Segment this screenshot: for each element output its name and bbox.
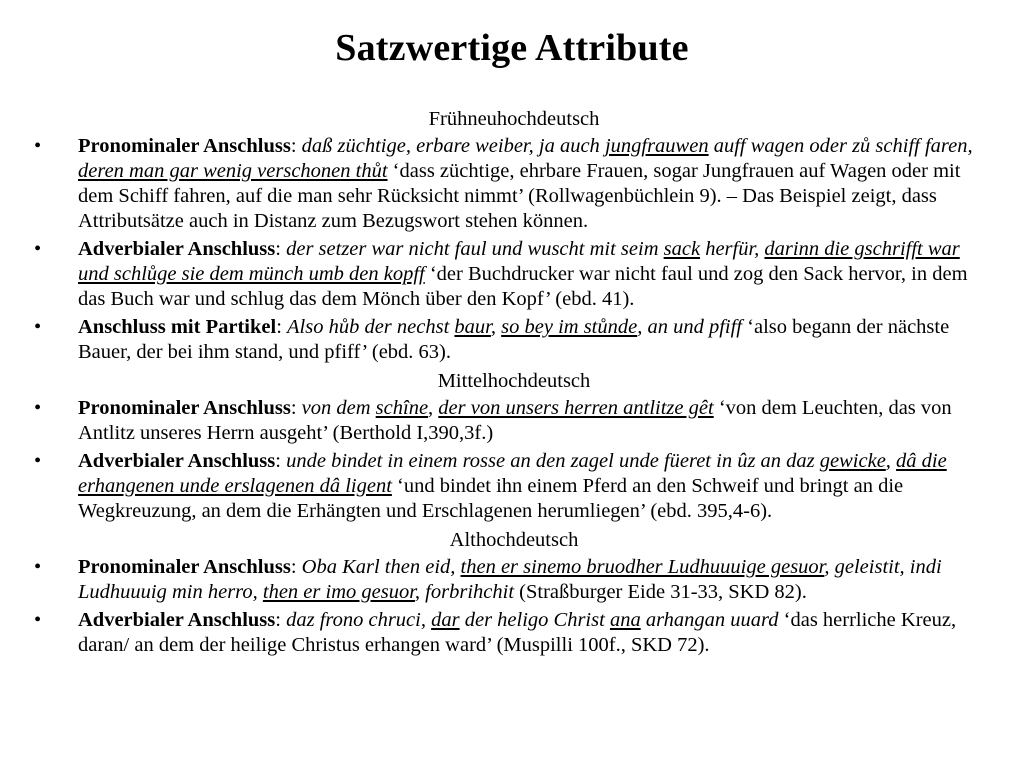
example-text: auff wagen oder zů schiff faren, xyxy=(708,135,973,157)
example-text: , an und pfiff xyxy=(637,316,743,338)
bullet-item xyxy=(34,555,994,605)
section-heading: Mittelhochdeutsch xyxy=(437,370,591,392)
example-underlined: der von unsers herren antlitze gêt xyxy=(438,397,714,419)
bullet-item xyxy=(34,396,994,446)
body-text: (Straßburger Eide 31-33, SKD 82). xyxy=(514,581,807,603)
bullet-term: Anschluss mit Partikel xyxy=(78,316,277,338)
bullet-list xyxy=(34,555,994,658)
example-underlined: then er imo gesuor xyxy=(262,581,415,603)
body-text: ‘das herrliche Kreuz, daran/ an dem der heilige Christus erhangen ward’ (Muspilli 100f., SKD 72). xyxy=(78,609,957,656)
section-heading: Frühneuhochdeutsch xyxy=(428,108,600,130)
section xyxy=(34,106,994,365)
example-text: daz frono chruci, xyxy=(286,609,432,631)
example-text: , forbrihchit xyxy=(414,581,515,603)
slide-title: Satzwertige Attribute xyxy=(335,27,689,69)
bullet-term: Adverbialer Anschluss xyxy=(78,450,276,472)
body-text: ‘also begann der nächste Bauer, der bei ihm stand, und pfiff’ (ebd. 63). xyxy=(78,316,950,363)
example-text: der heligo Christ xyxy=(459,609,610,631)
body-text: ‘der Buchdrucker war nicht faul und zog den Sack hervor, in dem das Buch war und schlug das dem Mönch über den Kopf’ (ebd. 41). xyxy=(78,263,968,310)
example-text: daß züchtige, erbare weiber, ja auch xyxy=(301,135,605,157)
body-text: : xyxy=(290,397,302,419)
bullet-item xyxy=(34,237,994,312)
example-text: der setzer war nicht faul und wuscht mit seim xyxy=(286,238,664,260)
body-text: : xyxy=(275,609,287,631)
bullet-icon: • xyxy=(34,135,42,157)
bullet-icon: • xyxy=(34,609,42,631)
example-underlined: dâ die erhangenen unde erslagenen dâ ligent xyxy=(78,450,947,497)
example-text: Oba Karl then eid, xyxy=(301,556,461,578)
bullet-term: Adverbialer Anschluss xyxy=(78,238,276,260)
bullet-item xyxy=(34,134,994,234)
bullet-term: Adverbialer Anschluss xyxy=(78,609,276,631)
slide-content xyxy=(34,106,994,661)
bullet-icon: • xyxy=(34,556,42,578)
bullet-item xyxy=(34,608,994,658)
body-text: ‘dass züchtige, ehrbare Frauen, sogar Jungfrauen auf Wagen oder mit dem Schiff fahren, auf die man sehr Rücksicht nimmt’ (Rollwagenbüchlein 9). – Das Beispiel zeigt, dass Attributsätze auch in Distanz zum Bezugswort stehen können. xyxy=(78,160,961,232)
bullet-term: Pronominaler Anschluss xyxy=(78,135,291,157)
body-text: : xyxy=(290,556,302,578)
section xyxy=(34,368,994,524)
bullet-icon: • xyxy=(34,316,42,338)
bullet-icon: • xyxy=(34,450,42,472)
body-text: ‘und bindet ihn einem Pferd an den Schweif und bringt an die Wegkreuzung, an dem die Erhängten und Erschlagenen herumliegen’ (ebd. 395,4-6). xyxy=(78,475,904,522)
example-underlined: darinn die gschrifft war und schlůge sie dem münch umb den kopff xyxy=(78,238,960,285)
bullet-item xyxy=(34,449,994,524)
section xyxy=(34,527,994,658)
example-underlined: sack xyxy=(663,238,701,260)
bullet-list xyxy=(34,396,994,524)
bullet-item xyxy=(34,315,994,365)
example-underlined: jungfrauwen xyxy=(604,135,709,157)
example-underlined: schîne xyxy=(375,397,429,419)
example-text: , xyxy=(490,316,502,338)
example-text: Also hůb der nechst xyxy=(287,316,455,338)
bullet-term: Pronominaler Anschluss xyxy=(78,397,291,419)
example-text: arhangan uuard xyxy=(640,609,779,631)
example-underlined: deren man gar wenig verschonen thůt xyxy=(78,160,388,182)
example-underlined: gewicke xyxy=(819,450,886,472)
bullet-icon: • xyxy=(34,397,42,419)
example-text: herfür, xyxy=(700,238,765,260)
example-text: , xyxy=(428,397,439,419)
example-underlined: dar xyxy=(431,609,460,631)
bullet-term: Pronominaler Anschluss xyxy=(78,556,291,578)
body-text: ‘von dem Leuchten, das von Antlitz unseres Herrn ausgeht’ (Berthold I,390,3f.) xyxy=(78,397,952,444)
example-text: unde bindet in einem rosse an den zagel unde füeret in ûz an daz xyxy=(286,450,820,472)
example-text: , xyxy=(885,450,897,472)
example-underlined: baur xyxy=(454,316,491,338)
bullet-list xyxy=(34,134,994,365)
example-text: von dem xyxy=(301,397,376,419)
bullet-icon: • xyxy=(34,238,42,260)
example-underlined: then er sinemo bruodher Ludhuuuige gesuor xyxy=(460,556,825,578)
example-text: , geleistit, indi Ludhuuuig min herro, xyxy=(78,556,942,603)
body-text: : xyxy=(275,238,287,260)
body-text: : xyxy=(276,316,288,338)
body-text: : xyxy=(275,450,287,472)
example-underlined: so bey im stůnde xyxy=(501,316,638,338)
section-heading: Althochdeutsch xyxy=(449,529,579,551)
example-underlined: ana xyxy=(609,609,641,631)
body-text: : xyxy=(290,135,302,157)
